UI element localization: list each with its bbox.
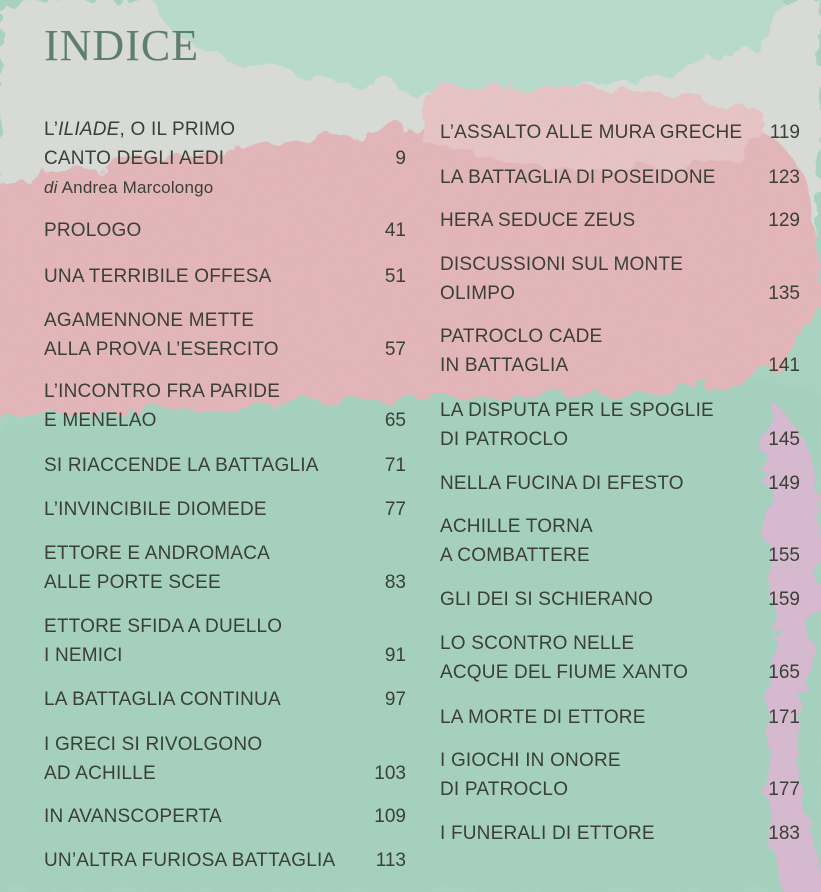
toc-entry-page: 91 [384,645,406,666]
toc-entry-title: ETTORE SFIDA A DUELLO [44,616,283,637]
toc-entry [440,512,800,570]
toc-entry-page: 145 [768,429,800,450]
toc-entry-title: E MENELAO [44,410,157,431]
toc-entry-page: 103 [374,763,406,784]
toc-entry-title: I GRECI SI RIVOLGONO [44,734,263,755]
toc-entry-title: DI PATROCLO [440,779,569,800]
toc-entry-page: 65 [384,410,406,431]
toc-entry-title: A COMBATTERE [440,545,590,566]
toc-entry-page: 149 [768,473,800,494]
toc-entry-title: ACQUE DEL FIUME XANTO [440,662,689,683]
toc-entry-page: 41 [384,220,406,241]
toc-entry-title: PROLOGO [44,220,142,241]
toc-entry-page: 51 [384,266,406,287]
toc-entry-title: IN BATTAGLIA [440,355,569,376]
byline-prefix: di [44,178,58,197]
toc-entry [44,685,406,714]
toc-entry-title: ALLA PROVA L’ESERCITO [44,339,279,360]
toc-entry [44,495,406,524]
toc-entry-title: L’INVINCIBILE DIOMEDE [44,499,267,520]
toc-entry-title: OLIMPO [440,283,516,304]
toc-entry-title: LA DISPUTA PER LE SPOGLIE [440,400,714,421]
toc-entry [44,115,406,202]
toc-entry-page: 155 [768,545,800,566]
toc-entry [440,322,800,380]
toc-entry-page: 113 [375,850,406,871]
toc-entry [440,469,800,498]
toc-entry-page: 165 [768,662,800,683]
toc-entry-page: 129 [768,210,800,231]
toc-entry [44,216,406,245]
toc-entry-title: AD ACHILLE [44,763,156,784]
italic-title-word: ILIADE [58,119,120,140]
toc-entry-page: 57 [384,339,406,360]
toc-entry-title: I NEMICI [44,645,123,666]
toc-entry-page: 109 [374,806,406,827]
toc-entry-title: I FUNERALI DI ETTORE [440,823,655,844]
toc-entry [440,206,800,235]
toc-entry-title: L’INCONTRO FRA PARIDE [44,381,281,402]
toc-entry-title: UNA TERRIBILE OFFESA [44,266,272,287]
toc-entry-title-line: CANTO DEGLI AEDI [44,148,225,169]
toc-entry-title: PATROCLO CADE [440,326,603,347]
toc-entry-title: ACHILLE TORNA [440,516,593,537]
toc-entry-title: AGAMENNONE METTE [44,310,255,331]
toc-entry-page: 177 [768,779,800,800]
toc-entry [440,629,800,687]
toc-entry-page: 183 [768,823,800,844]
toc-entry-title: DI PATROCLO [440,429,569,450]
toc-entry-title: I GIOCHI IN ONORE [440,750,621,771]
toc-entry-title: NELLA FUCINA DI EFESTO [440,473,684,494]
toc-entry-title: DISCUSSIONI SUL MONTE [440,254,684,275]
toc-entry-page: 71 [384,455,406,476]
toc-entry-page: 119 [769,122,800,143]
toc-entry-page: 77 [384,499,406,520]
toc-entry-title: GLI DEI SI SCHIERANO [440,589,654,610]
toc-entry-page: 83 [384,572,406,593]
toc-entry-title: HERA SEDUCE ZEUS [440,210,636,231]
toc-entry-title: ALLE PORTE SCEE [44,572,221,593]
toc-entry-title: LA BATTAGLIA DI POSEIDONE [440,167,716,188]
toc-entry-page: 159 [768,589,800,610]
toc-entry-title [44,115,406,144]
toc-entry-title-line: L’ILIADE, O IL PRIMO [44,119,236,140]
toc-entry-title: LO SCONTRO NELLE [440,633,635,654]
toc-entry [440,703,800,732]
toc-entry-page: 123 [768,167,800,188]
toc-entry [44,539,406,597]
toc-entry [44,730,406,788]
toc-entry-title: UN’ALTRA FURIOSA BATTAGLIA [44,850,336,871]
toc-entry-byline [44,173,406,202]
toc-entry-page: 135 [768,283,800,304]
byline-author: Andrea Marcolongo [61,178,214,197]
toc-entry-title: L’ASSALTO ALLE MURA GRECHE [440,122,743,143]
toc-entry [440,819,800,848]
toc-entry-page: 9 [395,148,406,169]
toc-entry-title: ETTORE E ANDROMACA [44,543,271,564]
toc-entry-title: LA MORTE DI ETTORE [440,707,646,728]
toc-entry [440,118,800,147]
toc-entry [44,451,406,480]
toc-entry-title: SI RIACCENDE LA BATTAGLIA [44,455,319,476]
toc-entry-title: LA BATTAGLIA CONTINUA [44,689,281,710]
toc-entry [440,163,800,192]
page-title: INDICE [44,21,200,70]
toc-entry-page: 171 [768,707,800,728]
toc-entry [44,802,406,831]
toc-entry-title: IN AVANSCOPERTA [44,806,222,827]
toc-entry [440,250,800,308]
toc-entry [440,746,800,804]
toc-entry [44,262,406,291]
toc-entry-page: 97 [384,689,406,710]
toc-entry [44,612,406,670]
toc-entry [44,377,406,435]
toc-entry [44,846,406,875]
toc-entry [440,585,800,614]
toc-entry-page: 141 [768,355,800,376]
toc-entry [440,396,800,454]
toc-entry [44,306,406,364]
